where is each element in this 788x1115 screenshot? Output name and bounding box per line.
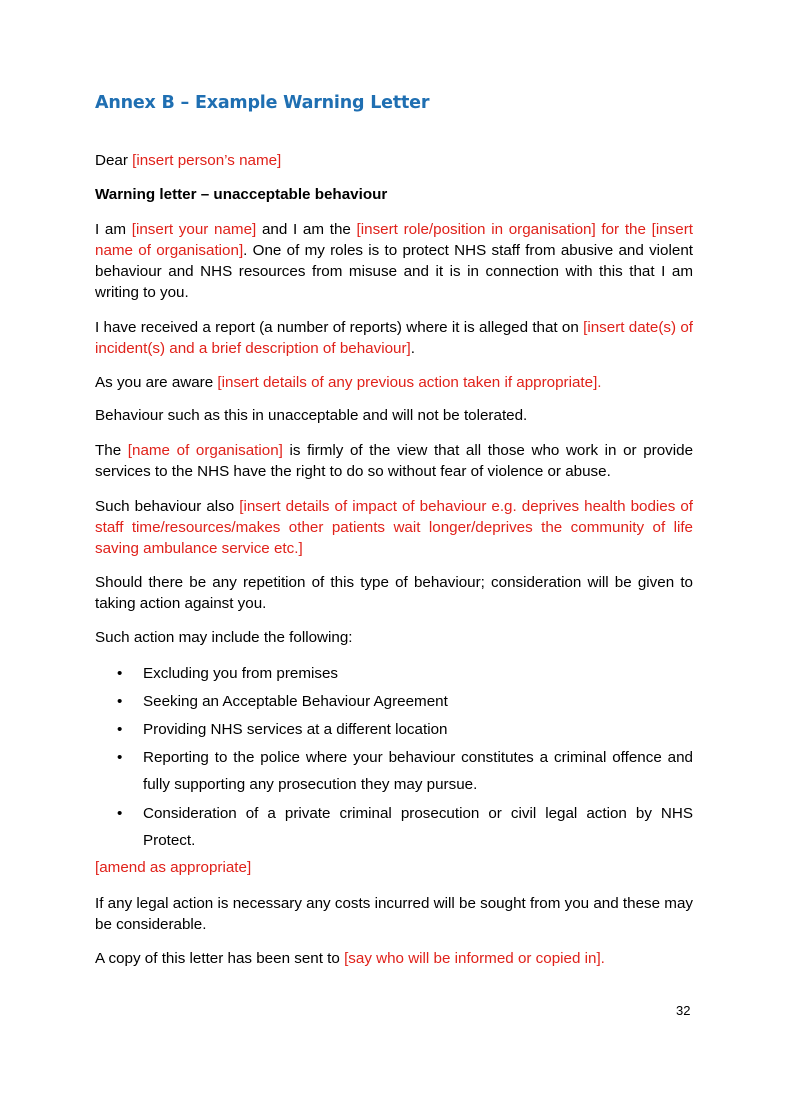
list-item: • Reporting to the police where your behaviour constitutes a criminal offence and fully supporting any prosecution they may pursue. bbox=[95, 744, 693, 800]
action-list bbox=[95, 660, 693, 854]
text: I have received a report (a number of reports) where it is alleged that on bbox=[95, 319, 584, 336]
paragraph-introduction bbox=[95, 219, 693, 303]
text: is firmly of the view that all those who work in or provide services to the NHS have the right to do so without fear of violence or abuse. bbox=[95, 442, 694, 480]
bullet-icon: • bbox=[117, 721, 123, 738]
page-number: 32 bbox=[676, 1003, 691, 1018]
paragraph-unacceptable: Behaviour such as this in unacceptable and will not be tolerated. bbox=[95, 407, 528, 424]
bullet-icon: • bbox=[117, 805, 123, 822]
text: As you are aware bbox=[95, 374, 218, 391]
text: and I am the bbox=[256, 221, 357, 238]
list-item: • Consideration of a private criminal prosecution or civil legal action by NHS Protect. bbox=[95, 800, 693, 854]
placeholder-organisation-name: [name of organisation] bbox=[127, 442, 283, 459]
list-item: • Providing NHS services at a different location bbox=[95, 716, 693, 744]
list-item: • Excluding you from premises bbox=[95, 660, 693, 688]
letter-subject: Warning letter – unacceptable behaviour bbox=[95, 186, 388, 203]
placeholder-impact-details: [insert details of impact of behaviour e.g. deprives health bodies of staff time/resources/makes other patients wait longer/deprives the community of life saving ambulance service etc.] bbox=[95, 498, 694, 557]
text: Such behaviour also bbox=[95, 498, 240, 515]
paragraph-repetition: Should there be any repetition of this type of behaviour; consideration will be given to taking action against you. bbox=[95, 574, 693, 612]
paragraph-report bbox=[95, 317, 693, 359]
list-item: • Seeking an Acceptable Behaviour Agreement bbox=[95, 688, 693, 716]
paragraph-actions-intro: Such action may include the following: bbox=[95, 629, 353, 646]
placeholder-your-name: [insert your name] bbox=[131, 221, 257, 238]
text: A copy of this letter has been sent to bbox=[95, 950, 345, 967]
placeholder-role-organisation: [insert role/position in organisation] for the [insert name of organisation] bbox=[95, 221, 693, 259]
text: I am bbox=[95, 221, 132, 238]
paragraph-impact bbox=[95, 496, 693, 559]
page-title: Annex B – Example Warning Letter bbox=[95, 93, 430, 113]
paragraph-previous-action bbox=[95, 372, 693, 393]
bullet-icon: • bbox=[117, 693, 123, 710]
placeholder-previous-action: [insert details of any previous action taken if appropriate]. bbox=[217, 374, 602, 391]
placeholder-incident-details: [insert date(s) of incident(s) and a brief description of behaviour] bbox=[95, 319, 693, 357]
placeholder-recipients: [say who will be informed or copied in]. bbox=[344, 950, 605, 967]
bullet-icon: • bbox=[117, 665, 123, 682]
salutation-text: Dear bbox=[95, 152, 133, 169]
paragraph-copy-sent bbox=[95, 948, 693, 969]
text: The bbox=[95, 442, 128, 459]
paragraph-organisation-view bbox=[95, 440, 693, 482]
placeholder-person-name: [insert person’s name] bbox=[132, 152, 282, 169]
placeholder-amend: [amend as appropriate] bbox=[95, 859, 252, 876]
text: . bbox=[410, 340, 415, 357]
text: . One of my roles is to protect NHS staff from abusive and violent behaviour and NHS resources from misuse and it is in connection with this that I am writing to you. bbox=[95, 242, 693, 301]
paragraph-legal-costs: If any legal action is necessary any costs incurred will be sought from you and these may be considerable. bbox=[95, 895, 693, 933]
salutation bbox=[95, 150, 693, 171]
bullet-icon: • bbox=[117, 749, 123, 766]
